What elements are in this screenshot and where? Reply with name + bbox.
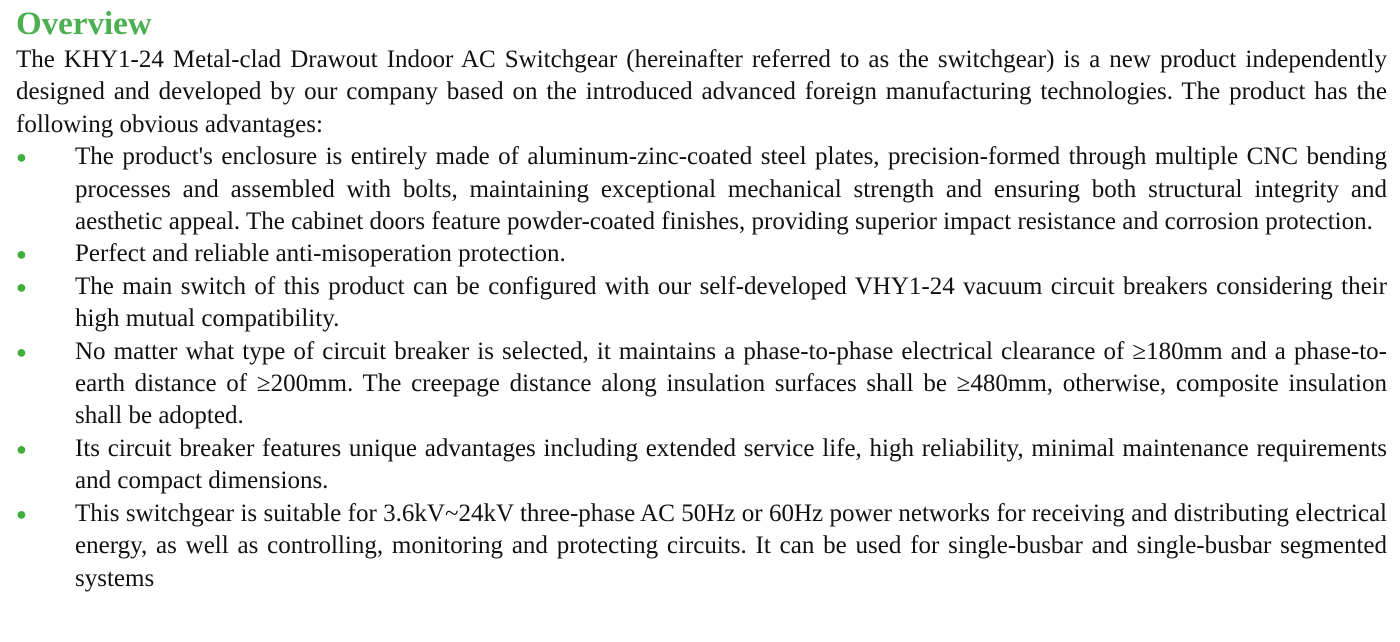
list-item-text: This switchgear is suitable for 3.6kV~24kV three-phase AC 50Hz or 60Hz power networks for receiving and distributing electrical energy, as well as controlling, monitoring and protecting circuits. It can be used for single-busbar and single-busbar segmented systems: [75, 499, 1387, 592]
bullet-dot-icon: ●: [16, 244, 27, 265]
list-item-text: The product's enclosure is entirely made of aluminum-zinc-coated steel plates, precision-formed through multiple CNC bending processes and assembled with bolts, maintaining exceptional mechanical strength and ensuring both structural integrity and aesthetic appeal. The cabinet doors feature powder-coated finishes, providing superior impact resistance and corrosion protection.: [75, 143, 1387, 236]
list-item-text: Perfect and reliable anti-misoperation protection.: [75, 240, 566, 268]
list-item: [16, 141, 1387, 238]
list-item: [16, 498, 1387, 595]
list-item-text: The main switch of this product can be configured with our self-developed VHY1-24 vacuum circuit breakers considering their high mutual compatibility.: [75, 272, 1387, 333]
document-page: [16, 4, 1387, 595]
list-item: [16, 336, 1387, 433]
bullet-dot-icon: ●: [16, 276, 27, 297]
list-item: [16, 238, 1387, 270]
bullet-dot-icon: ●: [16, 147, 27, 168]
advantages-list: [16, 141, 1387, 595]
list-item: [16, 271, 1387, 336]
bullet-dot-icon: ●: [16, 438, 27, 459]
section-title: Overview: [16, 6, 152, 42]
list-item-text: Its circuit breaker features unique advantages including extended service life, high reliability, minimal maintenance requirements and compact dimensions.: [75, 434, 1387, 495]
list-item: [16, 433, 1387, 498]
bullet-dot-icon: ●: [16, 503, 27, 524]
intro-paragraph: The KHY1-24 Metal-clad Drawout Indoor AC Switchgear (hereinafter referred to as the switchgear) is a new product independently designed and developed by our company based on the introduced advanced foreign manufacturing technologies. The product has the following obvious advantages:: [16, 46, 1387, 138]
list-item-text: No matter what type of circuit breaker is selected, it maintains a phase-to-phase electrical clearance of ≥180mm and a phase-to-earth distance of ≥200mm. The creepage distance along insulation surfaces shall be ≥480mm, otherwise, composite insulation shall be adopted.: [75, 337, 1387, 430]
bullet-dot-icon: ●: [16, 341, 27, 362]
